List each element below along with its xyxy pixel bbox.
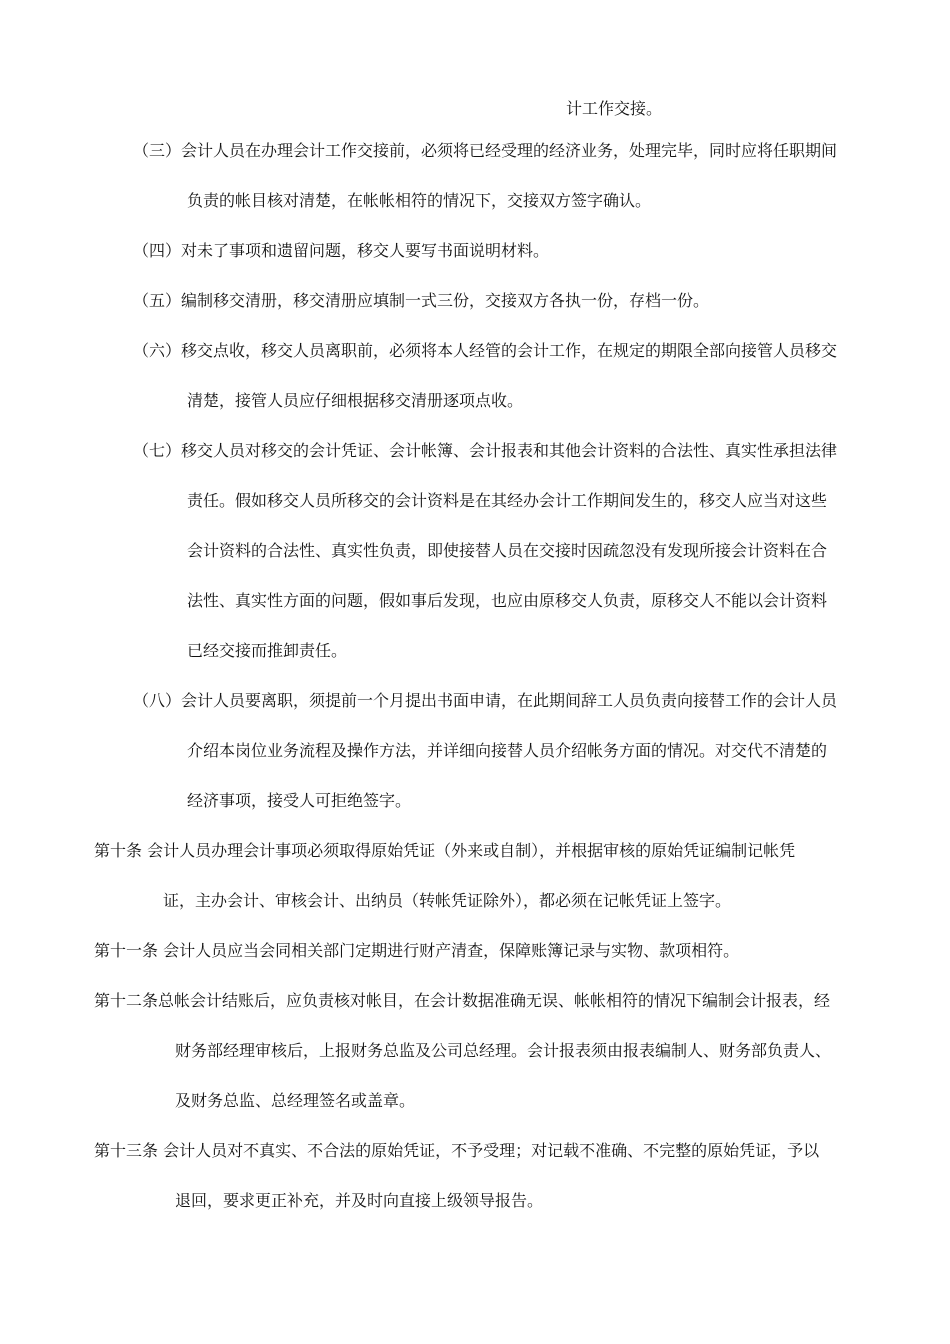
text-line: 及财务总监、总经理签名或盖章。 xyxy=(175,1091,416,1110)
text-line: 计工作交接。 xyxy=(566,99,663,118)
text-line: 第十二条总帐会计结账后，应负责核对帐目，在会计数据准确无误、帐帐相符的情况下编制会计报表，经 xyxy=(94,991,831,1010)
text-line: （五）编制移交清册，移交清册应填制一式三份，交接双方各执一份，存档一份。 xyxy=(133,291,710,310)
text-line: （三）会计人员在办理会计工作交接前，必须将已经受理的经济业务，处理完毕，同时应将任职期间 xyxy=(133,141,838,160)
text-line: 经济事项，接受人可拒绝签字。 xyxy=(187,791,412,810)
text-line: 负责的帐目核对清楚，在帐帐相符的情况下，交接双方签字确认。 xyxy=(187,191,652,210)
text-line: 会计资料的合法性、真实性负责，即使接替人员在交接时因疏忽没有发现所接会计资料在合 xyxy=(187,541,828,560)
text-line: 法性、真实性方面的问题，假如事后发现，也应由原移交人负责，原移交人不能以会计资料 xyxy=(187,591,828,610)
text-line: 证，主办会计、审核会计、出纳员（转帐凭证除外），都必须在记帐凭证上签字。 xyxy=(163,891,732,910)
text-line: （六）移交点收，移交人员离职前，必须将本人经管的会计工作，在规定的期限全部向接管人员移交 xyxy=(133,341,838,360)
text-line: 财务部经理审核后，上报财务总监及公司总经理。会计报表须由报表编制人、财务部负责人、 xyxy=(175,1041,832,1060)
text-line: 责任。假如移交人员所移交的会计资料是在其经办会计工作期间发生的，移交人应当对这些 xyxy=(187,491,828,510)
text-line: 介绍本岗位业务流程及操作方法，并详细向接替人员介绍帐务方面的情况。对交代不清楚的 xyxy=(187,741,828,760)
text-line: 退回，要求更正补充，并及时向直接上级领导报告。 xyxy=(175,1191,544,1210)
text-line: 第十三条 会计人员对不真实、不合法的原始凭证，不予受理；对记载不准确、不完整的原始凭证，予以 xyxy=(94,1141,820,1160)
text-line: 清楚，接管人员应仔细根据移交清册逐项点收。 xyxy=(187,391,524,410)
text-line: （七）移交人员对移交的会计凭证、会计帐簿、会计报表和其他会计资料的合法性、真实性承担法律 xyxy=(133,441,838,460)
text-line: 已经交接而推卸责任。 xyxy=(187,641,348,660)
text-line: （四）对未了事项和遗留问题，移交人要写书面说明材料。 xyxy=(133,241,550,260)
text-line: 第十条 会计人员办理会计事项必须取得原始凭证（外来或自制），并根据审核的原始凭证编制记帐凭 xyxy=(94,841,796,860)
text-line: （八）会计人员要离职，须提前一个月提出书面申请，在此期间辞工人员负责向接替工作的会计人员 xyxy=(133,691,838,710)
text-line: 第十一条 会计人员应当会同相关部门定期进行财产清查，保障账簿记录与实物、款项相符。 xyxy=(94,941,740,960)
